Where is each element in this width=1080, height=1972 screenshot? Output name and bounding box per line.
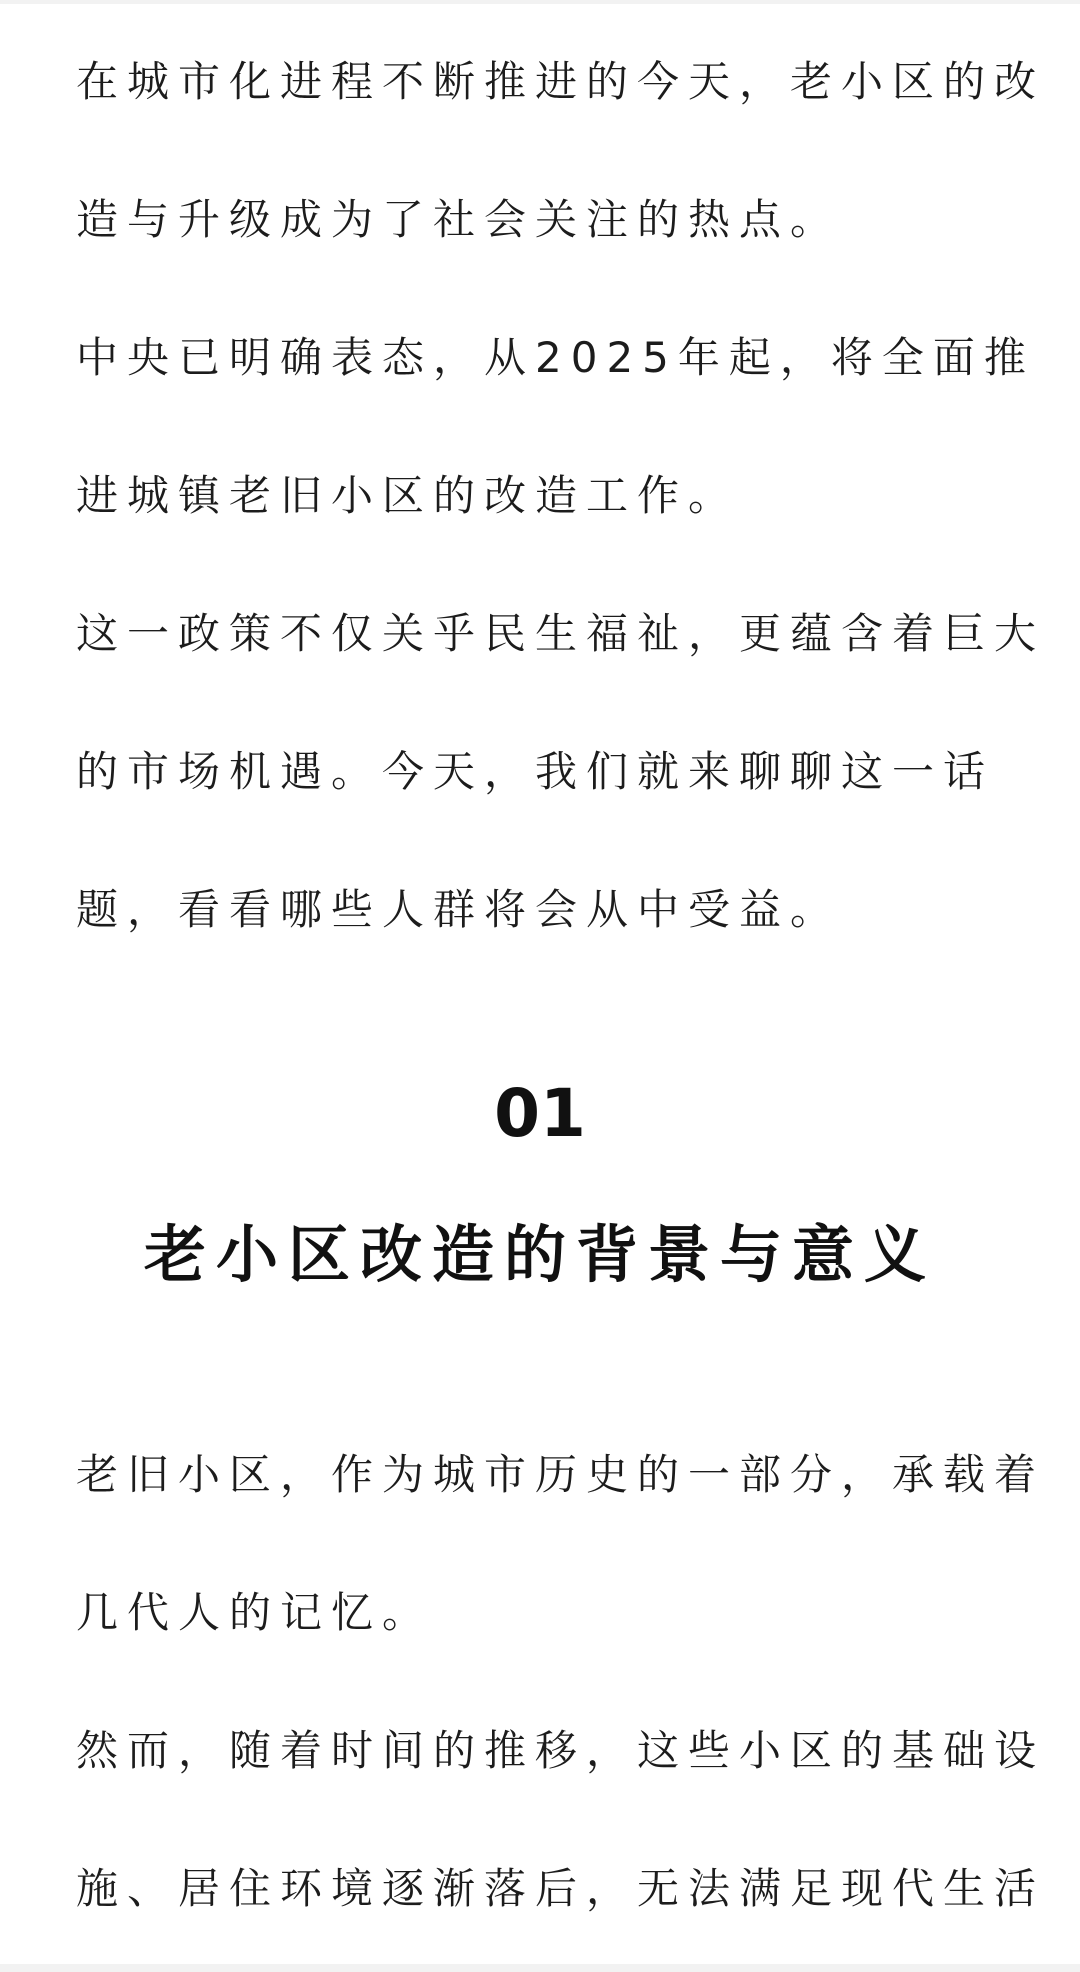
paragraph-line: 在城市化进程不断推进的今天，老小区的改 (76, 57, 1046, 106)
bottom-divider (0, 1964, 1080, 1972)
paragraph-line: 题，看看哪些人群将会从中受益。 (76, 885, 842, 934)
top-divider (0, 0, 1080, 4)
paragraph-line: 的市场机遇。今天，我们就来聊聊这一话 (76, 747, 995, 796)
paragraph-line: 这一政策不仅关乎民生福祉，更蕴含着巨大 (76, 609, 1046, 658)
paragraph-line: 造与升级成为了社会关注的热点。 (76, 195, 842, 244)
paragraph-line: 然而，随着时间的推移，这些小区的基础设 (76, 1726, 1046, 1775)
section-number: 01 (494, 1075, 586, 1152)
paragraph-line: 老旧小区，作为城市历史的一部分，承载着 (76, 1450, 1046, 1499)
paragraph-line: 进城镇老旧小区的改造工作。 (76, 471, 740, 520)
section-title: 老小区改造的背景与意义 (143, 1218, 936, 1291)
paragraph-line: 中央已明确表态，从2025年起，将全面推 (76, 333, 1035, 382)
paragraph-line: 施、居住环境逐渐落后，无法满足现代生活 (76, 1864, 1046, 1913)
paragraph-line: 几代人的记忆。 (76, 1588, 434, 1637)
